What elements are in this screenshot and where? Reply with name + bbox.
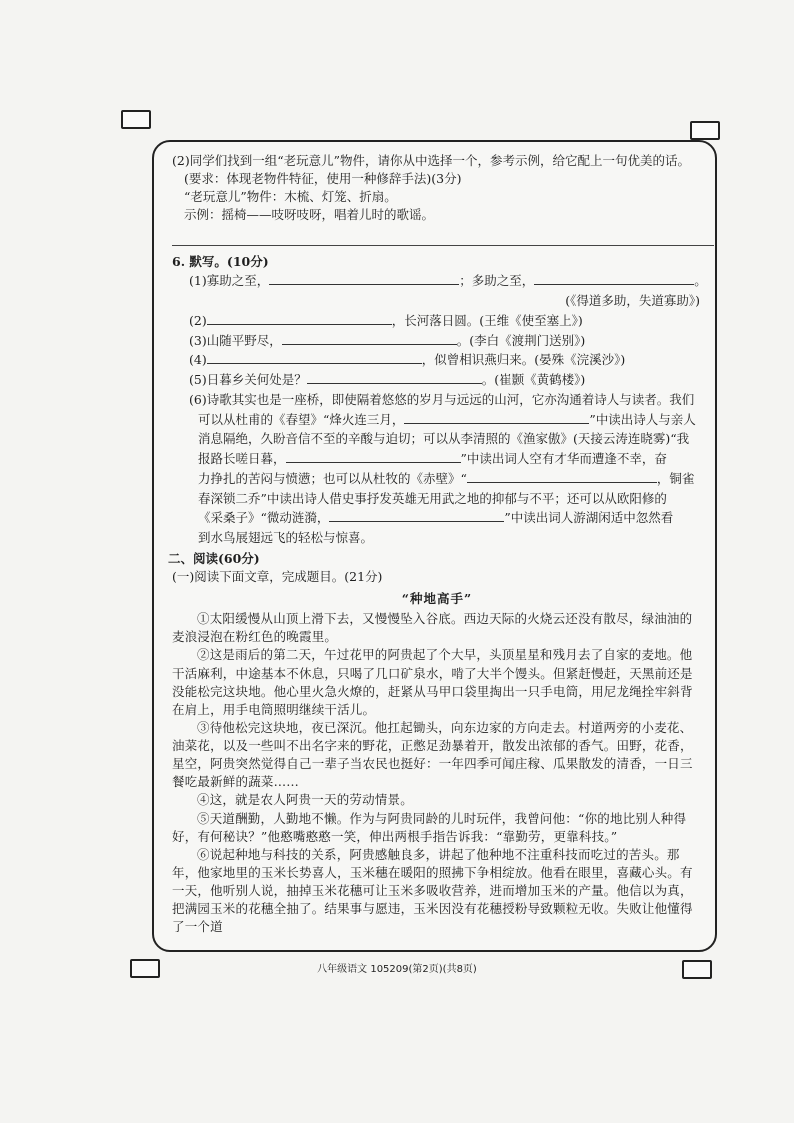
- q6-item-1: (1)寡助之至， ；多助之至， 。: [189, 273, 707, 289]
- q6-item-6-line-3: 消息隔绝，久盼音信不至的辛酸与迫切；可以从李清照的《渔家傲》(天接云涛连晓雾)“我: [198, 431, 690, 447]
- q5-2-requirement: (要求：体现老物件特征，使用一种修辞手法)(3分): [184, 171, 462, 187]
- article-paragraph-5: ⑤天道酬勤，人勤地不懒。作为与阿贵同龄的儿时玩伴，我曾问他：“你的地比别人种得好，有何秘诀？”他憨嘴憨憨一笑，伸出两根手指告诉我：“靠勤劳，更靠科技。”: [172, 810, 687, 844]
- q6-item-1-source: (《得道多助，失道寡助》): [565, 293, 700, 308]
- q6-item-4: (4) ，似曾相识燕归来。(晏殊《浣溪沙》): [189, 352, 626, 368]
- article-paragraph-3: ③待他松完这块地，夜已深沉。他扛起锄头，向东边家的方向走去。村道两旁的小麦花、油菜花，以及一些叫不出名字来的野花，正憋足劲暴着开，散发出浓郁的香气。田野，花香，星空，阿贵突然觉得自己一辈子当农民也挺好：一年四季可闻庄稼、瓜果散发的清香，一日三餐吃最新鲜的蔬菜……: [172, 719, 693, 790]
- blank-1a[interactable]: [269, 272, 459, 285]
- q6-block: [172, 252, 707, 548]
- blank-3[interactable]: [282, 332, 457, 345]
- article-paragraph-1: ①太阳缓慢从山顶上滑下去，又慢慢坠入谷底。西边天际的火烧云还没有散尽，绿油油的麦浪浸泡在粉红色的晚霞里。: [172, 611, 693, 645]
- q6-title: 6. 默写。(10分): [172, 253, 269, 269]
- page-footer: 八年级语文 105209(第2页)(共8页): [317, 964, 477, 975]
- reading-subsection-title: (一)阅读下面文章，完成题目。(21分): [172, 568, 383, 584]
- blank-5[interactable]: [307, 371, 482, 384]
- blank-6a[interactable]: [404, 411, 589, 424]
- page-content: [168, 152, 707, 936]
- q5-2-items: “老玩意儿”物件：木梳、灯笼、折扇。: [184, 189, 397, 205]
- article-paragraph-4: ④这，就是农人阿贵一天的劳动情景。: [197, 792, 413, 808]
- q5-2-example: 示例：摇椅——吱呀吱呀，唱着儿时的歌谣。: [184, 207, 435, 223]
- article-paragraph-6: ⑥说起种地与科技的关系，阿贵感触良多，讲起了他种地不注重科技而吃过的苦头。那年，他家地里的玉米长势喜人，玉米穗在暖阳的照拂下争相绽放。他看在眼里，喜藏心头。有一天，他听别人说，抽掉玉米花穗可让玉米多吸收营养，进而增加玉米的产量。他信以为真，把满园玉米的花穗全抽了。结果事与愿违，玉米因没有花穗授粉导致颗粒无收。失败让他懂得了一个道: [172, 846, 693, 935]
- reading-section-title: 二、阅读(60分): [168, 550, 260, 566]
- blank-1b[interactable]: [534, 272, 694, 285]
- blank-2[interactable]: [207, 312, 392, 325]
- blank-6c[interactable]: [467, 470, 657, 483]
- q6-item-5: (5)日暮乡关何处是？ 。(崔颢《黄鹤楼》): [189, 372, 586, 387]
- q6-item-6-line-6: 春深锁二乔”中读出诗人借史事抒发英雄无用武之地的抑郁与不平；还可以从欧阳修的: [198, 490, 667, 506]
- q6-item-6-line-4: 报路长嗟日暮， ”中读出词人空有才华而遭逢不幸，奋: [198, 451, 667, 466]
- q6-item-6-line-1: (6)诗歌其实也是一座桥，即使隔着悠悠的岁月与远远的山河，它亦沟通着诗人与读者。我们: [189, 391, 695, 407]
- blank-6d[interactable]: [329, 509, 504, 522]
- registration-mark-top-left: [121, 110, 151, 129]
- blank-6b[interactable]: [286, 450, 461, 463]
- q6-item-3: (3)山随平野尽， 。(李白《渡荆门送别》): [189, 332, 586, 348]
- q5-2-stem: (2)同学们找到一组“老玩意儿”物件，请你从中选择一个，参考示例，给它配上一句优美的话。: [172, 153, 690, 168]
- q6-item-6-line-5: 力挣扎的苦闷与愤懑；也可以从杜牧的《赤壁》“ ，铜雀: [198, 470, 695, 486]
- q5-2-answer-line[interactable]: [172, 225, 714, 246]
- q6-item-6-line-2: 可以从杜甫的《春望》“烽火连三月， ”中读出诗人与亲人: [198, 411, 696, 427]
- registration-mark-top-right: [690, 121, 720, 140]
- article-paragraph-2: ②这是雨后的第二天，午过花甲的阿贵起了个大早，头顶星星和残月去了自家的麦地。他干活麻利，中途基本不休息，只喝了几口矿泉水，啃了大半个馒头。但紧赶慢赶，天黑前还是没能松完这块地。他心里火急火燎的，赶紧从马甲口袋里掏出一只手电筒，用尼龙绳拴牢斜背在肩上，用手电筒照明继续干活儿。: [172, 647, 693, 717]
- article-title: “种地高手”: [401, 591, 473, 606]
- q6-item-2: (2) ，长河落日圆。(王维《使至塞上》): [189, 312, 583, 328]
- q6-item-6-line-7: 《采桑子》“微动涟漪， ”中读出词人游湖闲适中忽然看: [198, 510, 674, 526]
- q6-item-6-line-8: 到水鸟展翅远飞的轻松与惊喜。: [198, 530, 374, 545]
- blank-4[interactable]: [207, 351, 422, 364]
